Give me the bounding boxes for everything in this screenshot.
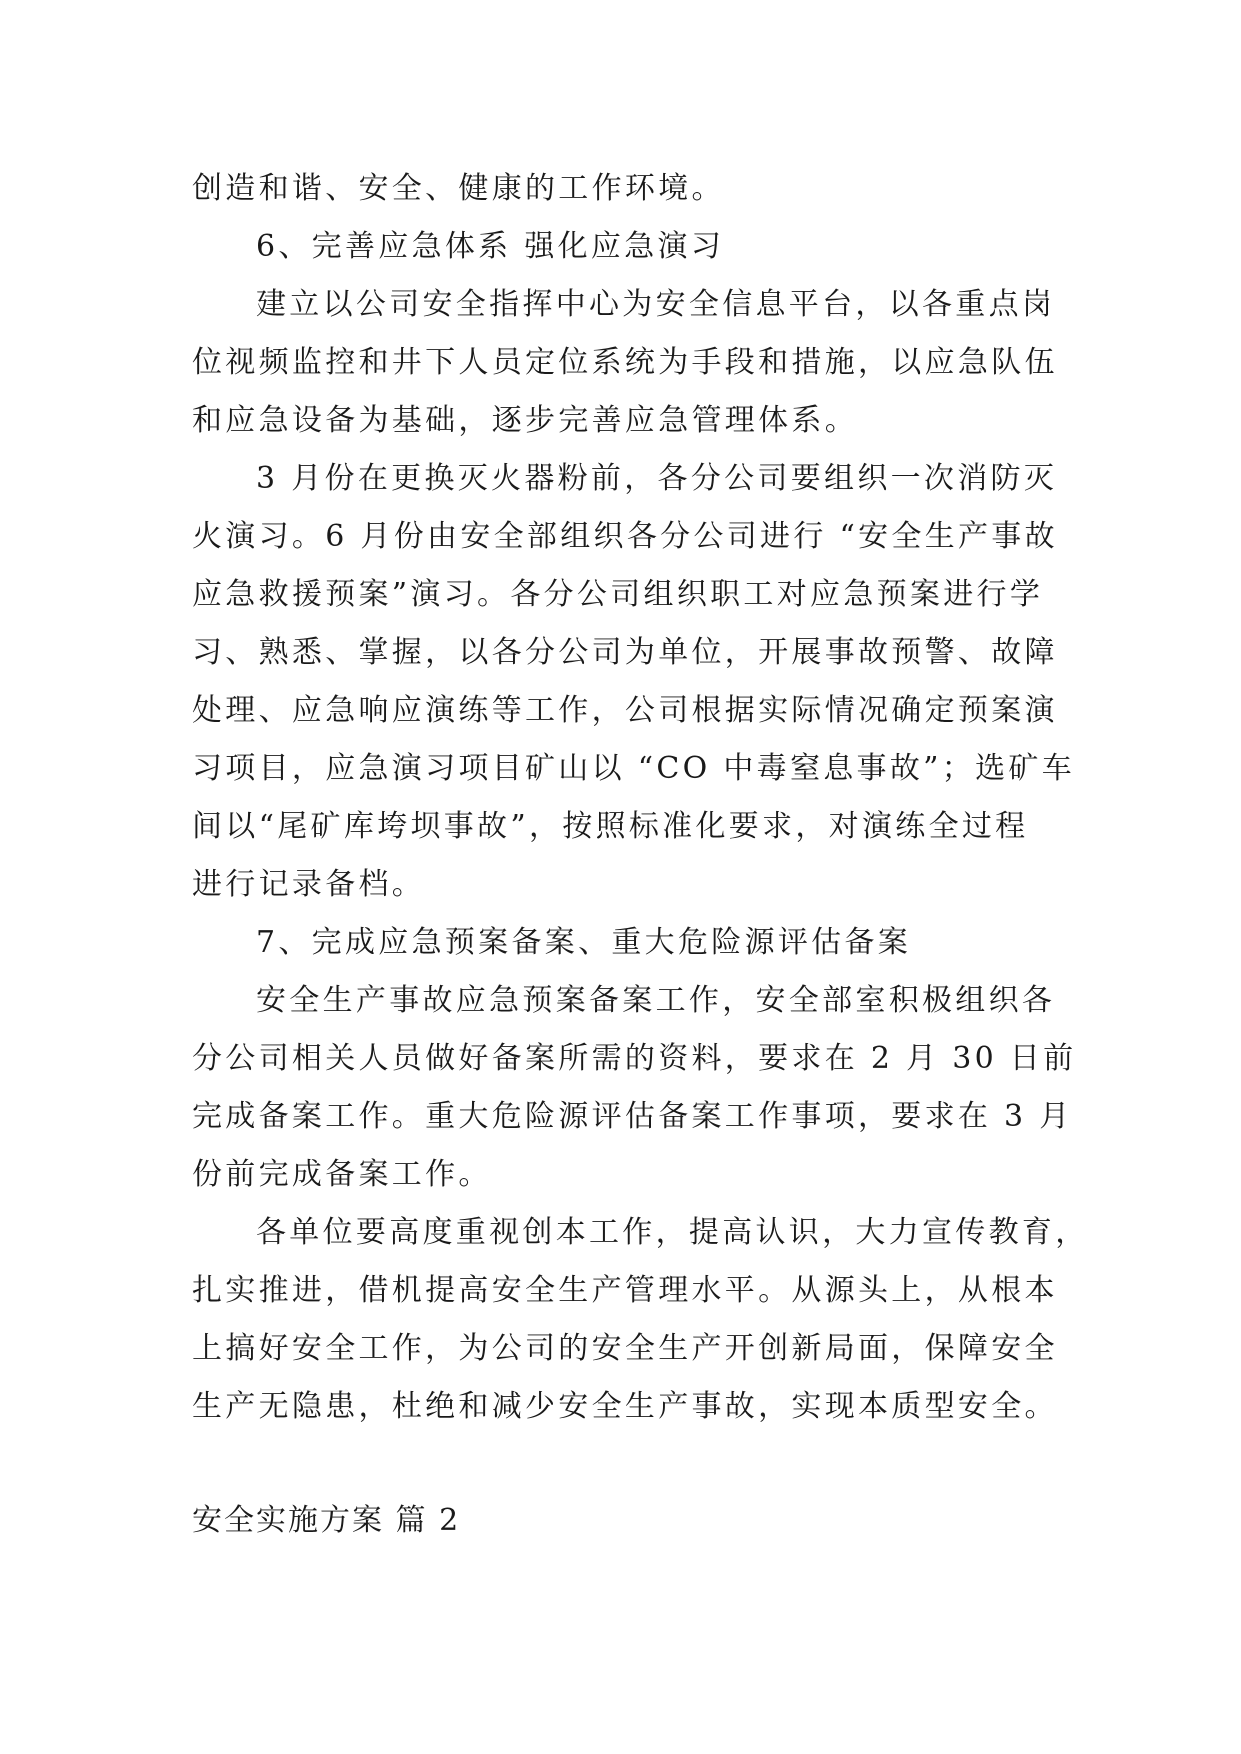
- document-body: [192, 160, 1089, 1436]
- section-heading: 7、完成应急预案备案、重大危险源评估备案: [256, 925, 912, 960]
- section-heading: 6、完善应急体系 强化应急演习: [256, 229, 725, 264]
- text-line: 位视频监控和井下人员定位系统为手段和措施，以应急队伍: [192, 345, 1058, 380]
- text-line: 创造和谐、安全、健康的工作环境。: [192, 171, 725, 206]
- text-line: 进行记录备档。: [192, 867, 426, 902]
- text-line: 习项目，应急演习项目矿山以 “CO 中毒窒息事故”；选矿车: [192, 751, 1075, 786]
- text-line: 各单位要高度重视创本工作，提高认识，大力宣传教育，: [256, 1215, 1089, 1250]
- next-section-title: 安全实施方案 篇 2: [192, 1503, 461, 1538]
- text-line: 扎实推进，借机提高安全生产管理水平。从源头上，从根本: [192, 1273, 1058, 1308]
- text-line: 安全生产事故应急预案备案工作，安全部室积极组织各: [256, 983, 1056, 1018]
- text-line: 完成备案工作。重大危险源评估备案工作事项，要求在 3 月: [192, 1099, 1073, 1134]
- text-line: 上搞好安全工作，为公司的安全生产开创新局面，保障安全: [192, 1331, 1058, 1366]
- text-line: 3 月份在更换灭火器粉前，各分公司要组织一次消防灭: [256, 461, 1058, 496]
- text-line: 应急救援预案”演习。各分公司组织职工对应急预案进行学: [192, 577, 1044, 612]
- text-line: 间以“尾矿库垮坝事故”，按照标准化要求，对演练全过程: [192, 809, 1029, 844]
- text-line: 份前完成备案工作。: [192, 1157, 492, 1192]
- text-line: 处理、应急响应演练等工作，公司根据实际情况确定预案演: [192, 693, 1058, 728]
- text-line: 和应急设备为基础，逐步完善应急管理体系。: [192, 403, 858, 438]
- text-line: 分公司相关人员做好备案所需的资料，要求在 2 月 30 日前: [192, 1041, 1077, 1076]
- text-line: 生产无隐患，杜绝和减少安全生产事故，实现本质型安全。: [192, 1389, 1058, 1424]
- text-line: 建立以公司安全指挥中心为安全信息平台，以各重点岗: [256, 287, 1056, 322]
- text-line: 火演习。6 月份由安全部组织各分公司进行 “安全生产事故: [192, 519, 1058, 554]
- text-line: 习、熟悉、掌握，以各分公司为单位，开展事故预警、故障: [192, 635, 1058, 670]
